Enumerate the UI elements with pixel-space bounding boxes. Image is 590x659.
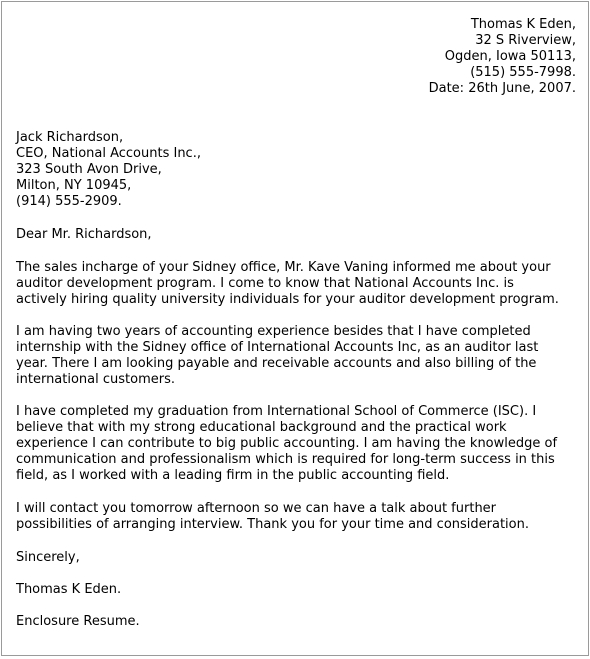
recipient-address-block [16, 130, 576, 210]
sender-address-block [429, 17, 576, 97]
paragraph-1 [16, 260, 576, 308]
paragraph-2 [16, 324, 576, 388]
sender-street: 32 S Riverview, [475, 33, 576, 48]
paragraph-line: possibilities of arranging interview. Thank you for your time and consideration. [16, 517, 529, 532]
paragraph-line: The sales incharge of your Sidney office, Mr. Kave Vaning informed me about your [16, 260, 551, 275]
salutation: Dear Mr. Richardson, [16, 227, 152, 242]
paragraph-line: international customers. [16, 372, 176, 387]
sender-city: Ogden, Iowa 50113, [444, 49, 576, 64]
recipient-street: 323 South Avon Drive, [16, 162, 162, 177]
recipient-city: Milton, NY 10945, [16, 178, 132, 193]
paragraph-line: communication and professionalism which is required for long-term success in this [16, 452, 555, 467]
paragraph-3 [16, 404, 576, 484]
sender-phone: (515) 555-7998. [470, 65, 576, 80]
closing: Sincerely, [16, 550, 80, 565]
letter-body [16, 130, 576, 630]
paragraph-4 [16, 501, 576, 533]
paragraph-line: internship with the Sidney office of International Accounts Inc, as an auditor last [16, 340, 539, 355]
paragraph-line: I have completed my graduation from International School of Commerce (ISC). I [16, 404, 537, 419]
paragraph-line: believe that with my strong educational background and the practical work [16, 420, 507, 435]
letter-page [1, 1, 589, 656]
signature: Thomas K Eden. [16, 582, 122, 597]
paragraph-line: year. There I am looking payable and receivable accounts and also billing of the [16, 356, 537, 371]
paragraph-line: actively hiring quality university individuals for your auditor development program. [16, 292, 559, 307]
recipient-phone: (914) 555-2909. [16, 194, 122, 209]
sender-name: Thomas K Eden, [470, 17, 576, 32]
paragraph-line: I will contact you tomorrow afternoon so we can have a talk about further [16, 501, 497, 516]
recipient-title: CEO, National Accounts Inc., [16, 146, 201, 161]
recipient-name: Jack Richardson, [16, 130, 124, 145]
letter-date: Date: 26th June, 2007. [428, 81, 576, 96]
paragraph-line: experience I can contribute to big public accounting. I am having the knowledge of [16, 436, 558, 451]
paragraph-line: I am having two years of accounting experience besides that I have completed [16, 324, 531, 339]
paragraph-line: field, as I worked with a leading firm in the public accounting field. [16, 468, 450, 483]
enclosure-note: Enclosure Resume. [16, 614, 140, 629]
paragraph-line: auditor development program. I come to know that National Accounts Inc. is [16, 276, 514, 291]
